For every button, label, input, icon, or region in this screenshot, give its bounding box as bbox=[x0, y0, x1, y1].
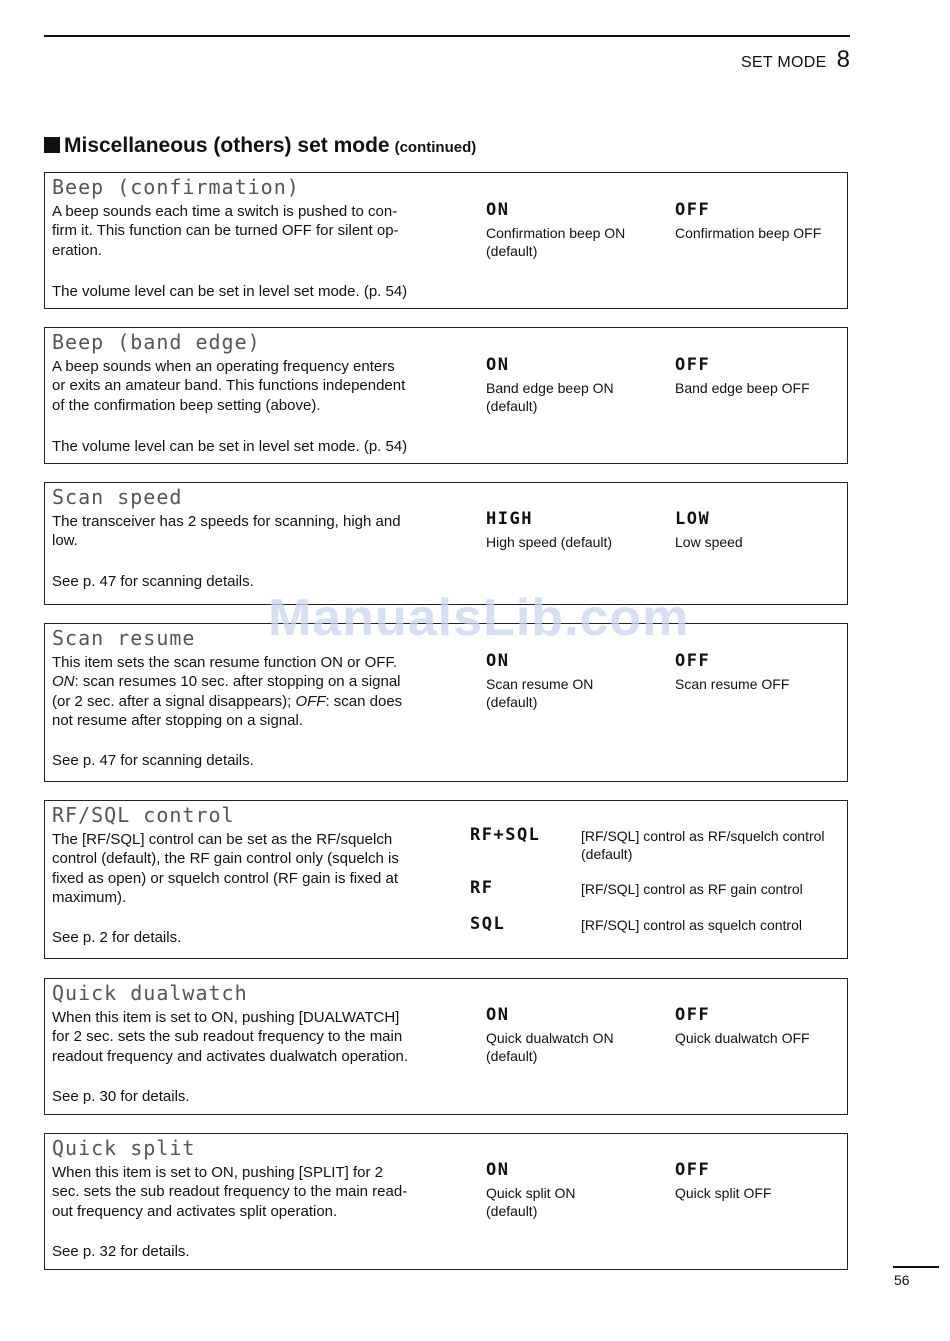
item-note: The volume level can be set in level set mode. (p. 54) bbox=[52, 438, 408, 455]
option-code: ON bbox=[486, 1005, 510, 1025]
option-description: Confirmation beep ON (default) bbox=[486, 225, 626, 259]
top-rule bbox=[44, 35, 850, 37]
item-note: See p. 30 for details. bbox=[52, 1088, 190, 1105]
option-on bbox=[486, 355, 614, 415]
option-high bbox=[486, 509, 612, 551]
item-description: When this item is set to ON, pushing [SPLIT] for 2 sec. sets the sub readout frequency to the main read- out frequency and activates split operation. bbox=[52, 1164, 408, 1220]
option-on bbox=[486, 200, 625, 260]
option-description: Quick dualwatch ON (default) bbox=[486, 1030, 614, 1064]
item-name: Scan speed bbox=[52, 485, 183, 509]
item-note: The volume level can be set in level set mode. (p. 54) bbox=[52, 283, 408, 300]
header-label: SET MODE bbox=[740, 54, 827, 71]
item-name: Beep (band edge) bbox=[52, 330, 261, 354]
item-description: The transceiver has 2 speeds for scanning, high and low. bbox=[52, 513, 401, 550]
option-off bbox=[675, 355, 810, 397]
option-off bbox=[675, 1160, 771, 1202]
option-code: ON bbox=[486, 355, 510, 375]
option-code-rf: RF bbox=[470, 878, 494, 898]
setting-box-beep-confirmation bbox=[44, 172, 848, 309]
option-code: ON bbox=[486, 1160, 510, 1180]
on-label: ON bbox=[52, 673, 75, 691]
option-on bbox=[486, 1005, 614, 1065]
page-number: 56 bbox=[894, 1272, 910, 1288]
option-description: Scan resume ON (default) bbox=[486, 676, 594, 710]
option-off bbox=[675, 651, 789, 693]
option-description: Scan resume OFF bbox=[675, 676, 790, 692]
item-description: When this item is set to ON, pushing [DUALWATCH] for 2 sec. sets the sub readout frequency to the main readout frequency and activates dualwatch operation. bbox=[52, 1009, 409, 1065]
option-code: HIGH bbox=[486, 509, 533, 529]
section-title bbox=[44, 134, 476, 158]
setting-box-scan-speed bbox=[44, 482, 848, 605]
option-code: OFF bbox=[675, 200, 711, 220]
option-code: ON bbox=[486, 200, 510, 220]
setting-box-quick-split bbox=[44, 1133, 848, 1270]
option-low bbox=[675, 509, 743, 551]
page-header bbox=[741, 46, 850, 74]
option-off bbox=[675, 1005, 810, 1047]
setting-box-rf-sql-control bbox=[44, 800, 848, 959]
option-description: Low speed bbox=[675, 534, 743, 550]
item-name: Quick dualwatch bbox=[52, 981, 248, 1005]
setting-box-beep-band-edge bbox=[44, 327, 848, 464]
option-description: [RF/SQL] control as RF gain control bbox=[581, 881, 803, 897]
item-note: See p. 47 for scanning details. bbox=[52, 573, 254, 590]
option-description: Band edge beep ON (default) bbox=[486, 380, 614, 414]
item-description: A beep sounds when an operating frequency enters or exits an amateur band. This functions independent of the confirmation beep setting (above). bbox=[52, 358, 406, 414]
bottom-rule bbox=[893, 1266, 939, 1268]
desc-line: not resume after stopping on a signal. bbox=[52, 711, 303, 729]
option-code: LOW bbox=[675, 509, 711, 529]
item-note: See p. 47 for scanning details. bbox=[52, 752, 254, 769]
option-code: ON bbox=[486, 651, 510, 671]
item-note: See p. 2 for details. bbox=[52, 929, 182, 946]
option-on bbox=[486, 651, 593, 711]
option-code: OFF bbox=[675, 355, 711, 375]
desc-line: This item sets the scan resume function ON or OFF. bbox=[52, 654, 398, 671]
bullet-square-icon bbox=[44, 137, 60, 153]
option-on bbox=[486, 1160, 575, 1220]
option-code: OFF bbox=[675, 651, 711, 671]
chapter-number: 8 bbox=[836, 46, 850, 73]
item-description: The [RF/SQL] control can be set as the RF/squelch control (default), the RF gain control only (squelch is fixed as open) or squelch control (RF gain is fixed at maximum). bbox=[52, 831, 399, 906]
item-name: Quick split bbox=[52, 1136, 196, 1160]
section-title-suffix: (continued) bbox=[394, 139, 477, 156]
item-description: A beep sounds each time a switch is pushed to con- firm it. This function can be turned OFF for silent op- eration. bbox=[52, 203, 399, 259]
option-off bbox=[675, 200, 821, 242]
item-note: See p. 32 for details. bbox=[52, 1243, 190, 1260]
item-description bbox=[52, 653, 442, 730]
option-description: Quick split OFF bbox=[675, 1185, 772, 1201]
item-name: Beep (confirmation) bbox=[52, 175, 300, 199]
watermark: ManualsLib.com bbox=[268, 589, 690, 647]
on-text: : scan resumes 10 sec. after stopping on a signal bbox=[74, 673, 401, 691]
desc-line bbox=[52, 692, 442, 711]
off-text: : scan does bbox=[325, 692, 403, 710]
option-description: [RF/SQL] control as RF/squelch control (default) bbox=[581, 828, 825, 862]
option-description: [RF/SQL] control as squelch control bbox=[581, 917, 802, 933]
option-description: Band edge beep OFF bbox=[675, 380, 810, 396]
option-code-sql: SQL bbox=[470, 914, 506, 934]
option-description: Quick split ON (default) bbox=[486, 1185, 576, 1219]
item-name: RF/SQL control bbox=[52, 803, 235, 827]
desc-text: (or 2 sec. after a signal disappears); bbox=[52, 692, 296, 710]
desc-line bbox=[52, 672, 442, 691]
option-description: High speed (default) bbox=[486, 534, 613, 550]
setting-box-quick-dualwatch bbox=[44, 978, 848, 1115]
option-code: OFF bbox=[675, 1005, 711, 1025]
option-code-rf-sql: RF+SQL bbox=[470, 825, 541, 845]
option-description: Confirmation beep OFF bbox=[675, 225, 822, 241]
option-code: OFF bbox=[675, 1160, 711, 1180]
section-title-text: Miscellaneous (others) set mode bbox=[64, 134, 390, 157]
option-description: Quick dualwatch OFF bbox=[675, 1030, 810, 1046]
off-label: OFF bbox=[295, 692, 326, 710]
item-name: Scan resume bbox=[52, 626, 196, 650]
